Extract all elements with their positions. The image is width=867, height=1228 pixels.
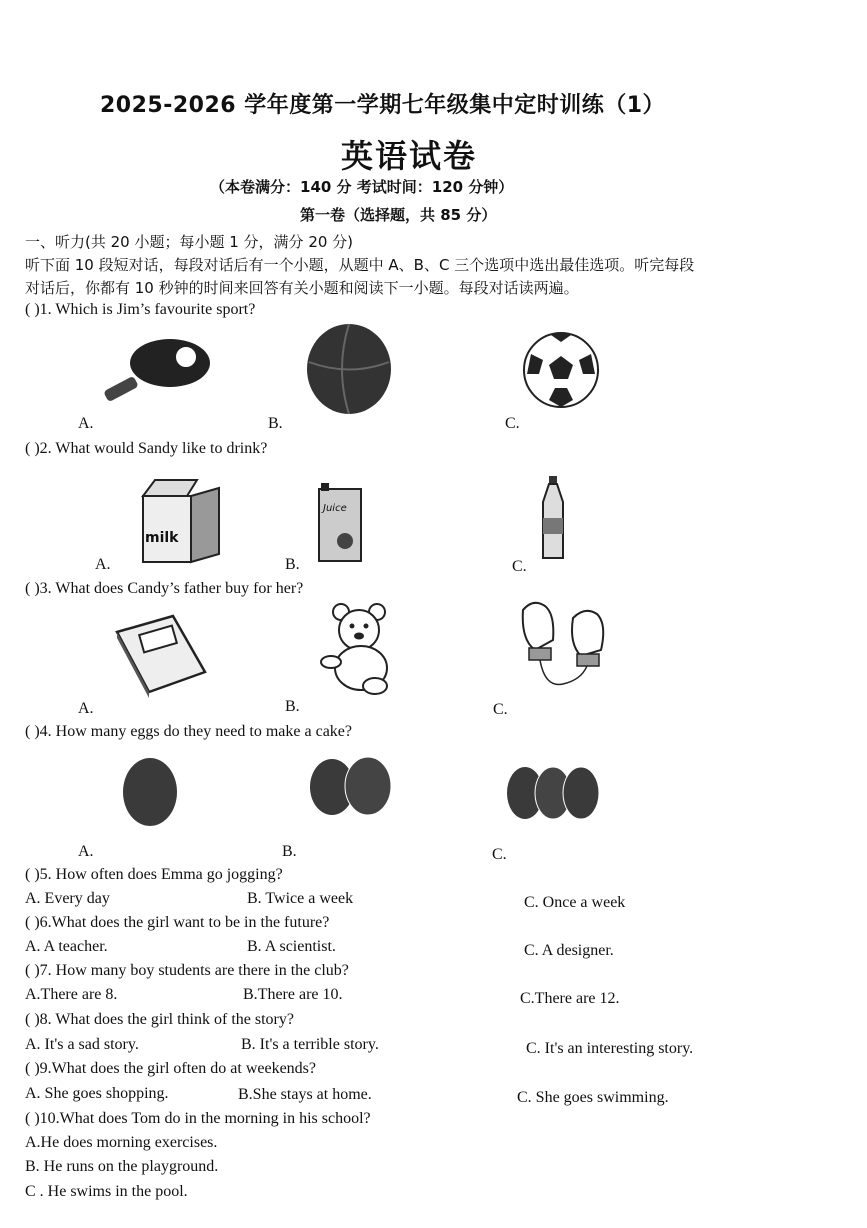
q10-option-c: C . He swims in the pool. bbox=[25, 1183, 188, 1200]
q2-label-b: B. bbox=[285, 556, 300, 573]
q5-option-c: C. Once a week bbox=[524, 894, 626, 911]
exam-info: （本卷满分：140 分 考试时间：120 分钟） bbox=[210, 178, 514, 196]
basketball-icon bbox=[305, 322, 393, 416]
one-egg-icon bbox=[120, 752, 180, 828]
instruction-line-2: 对话后，你都有 10 秒钟的时间来回答有关小题和阅读下一小题。每段对话读两遍。 bbox=[25, 279, 579, 297]
q8-option-c: C. It's an interesting story. bbox=[526, 1040, 694, 1057]
question-2-stem: ( )2. What would Sandy like to drink? bbox=[25, 440, 268, 457]
q7-option-a: A.There are 8. bbox=[25, 986, 118, 1003]
q9-option-b: B.She stays at home. bbox=[238, 1086, 372, 1103]
question-6-stem: ( )6.What does the girl want to be in the future? bbox=[25, 914, 330, 931]
q2-label-a: A. bbox=[95, 556, 111, 573]
q7-option-b: B.There are 10. bbox=[243, 986, 343, 1003]
q4-label-a: A. bbox=[78, 843, 94, 860]
q10-option-a: A.He does morning exercises. bbox=[25, 1134, 218, 1151]
q10-option-b: B. He runs on the playground. bbox=[25, 1158, 219, 1175]
q3-label-b: B. bbox=[285, 698, 300, 715]
subject-title: 英语试卷 bbox=[341, 137, 478, 175]
three-eggs-icon bbox=[505, 764, 601, 822]
q6-option-a: A. A teacher. bbox=[25, 938, 108, 955]
q6-option-c: C. A designer. bbox=[524, 942, 614, 959]
q5-option-b: B. Twice a week bbox=[247, 890, 354, 907]
question-1-stem: ( )1. Which is Jim’s favourite sport? bbox=[25, 301, 256, 318]
q6-option-b: B. A scientist. bbox=[247, 938, 336, 955]
exam-title: 2025-2026 学年度第一学期七年级集中定时训练（1） bbox=[100, 93, 666, 118]
milk-label: milk bbox=[145, 530, 179, 546]
question-8-stem: ( )8. What does the girl think of the story? bbox=[25, 1011, 294, 1028]
part-heading: 第一卷（选择题，共 85 分） bbox=[300, 206, 497, 224]
two-eggs-icon bbox=[306, 755, 396, 817]
q3-label-c: C. bbox=[493, 701, 508, 718]
question-5-stem: ( )5. How often does Emma go jogging? bbox=[25, 866, 283, 883]
question-10-stem: ( )10.What does Tom do in the morning in his school? bbox=[25, 1110, 371, 1127]
q7-option-c: C.There are 12. bbox=[520, 990, 620, 1007]
q1-label-b: B. bbox=[268, 415, 283, 432]
ping-pong-paddle-icon bbox=[98, 333, 223, 408]
instruction-line-1: 听下面 10 段短对话，每段对话后有一个小题，从题中 A、B、C 三个选项中选出最佳选项。听完每段 bbox=[25, 256, 695, 274]
q4-label-b: B. bbox=[282, 843, 297, 860]
q9-option-c: C. She goes swimming. bbox=[517, 1089, 669, 1106]
milk-carton-icon bbox=[135, 476, 223, 566]
q2-label-c: C. bbox=[512, 558, 527, 575]
question-3-stem: ( )3. What does Candy’s father buy for her? bbox=[25, 580, 304, 597]
q5-option-a: A. Every day bbox=[25, 890, 110, 907]
q8-option-a: A. It's a sad story. bbox=[25, 1036, 139, 1053]
q8-option-b: B. It's a terrible story. bbox=[241, 1036, 379, 1053]
soccer-ball-icon bbox=[521, 330, 601, 410]
q1-label-c: C. bbox=[505, 415, 520, 432]
book-icon bbox=[113, 612, 208, 698]
q4-label-c: C. bbox=[492, 846, 507, 863]
juice-box-icon bbox=[315, 481, 365, 563]
water-bottle-icon bbox=[538, 474, 568, 562]
question-9-stem: ( )9.What does the girl often do at weekends? bbox=[25, 1060, 317, 1077]
question-7-stem: ( )7. How many boy students are there in the club? bbox=[25, 962, 349, 979]
section-heading: 一、听力(共 20 小题；每小题 1 分，满分 20 分) bbox=[25, 233, 354, 251]
q1-label-a: A. bbox=[78, 415, 94, 432]
question-4-stem: ( )4. How many eggs do they need to make a cake? bbox=[25, 723, 352, 740]
mittens-icon bbox=[515, 600, 610, 692]
q3-label-a: A. bbox=[78, 700, 94, 717]
q9-option-a: A. She goes shopping. bbox=[25, 1085, 169, 1102]
juice-label: Juice bbox=[323, 503, 347, 514]
teddy-bear-icon bbox=[315, 602, 405, 696]
